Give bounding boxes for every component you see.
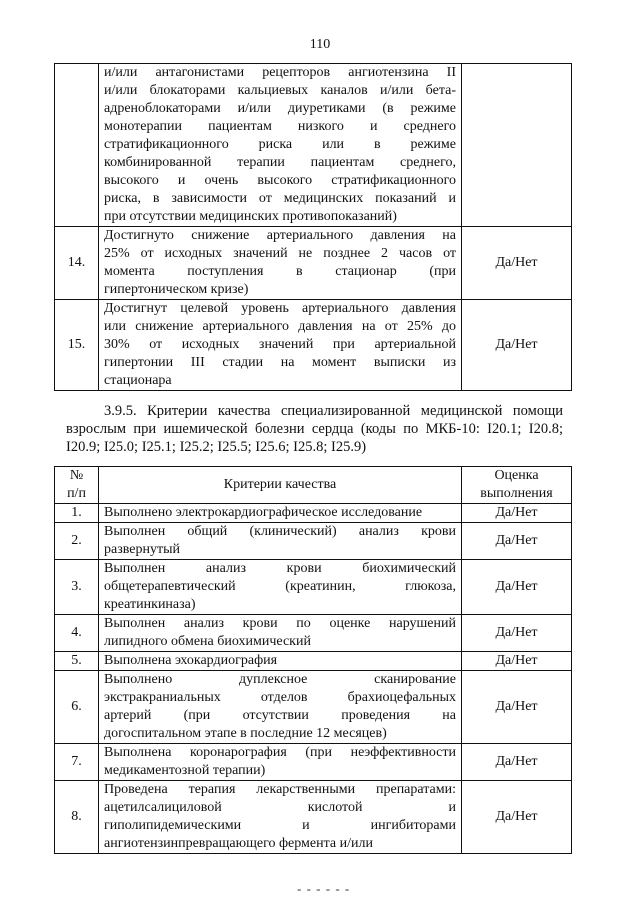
table-row xyxy=(55,523,572,560)
criterion-line: ангиотензинпревращающего фермента и/или xyxy=(104,836,373,851)
criterion-line: 25% от исходных значений не позднее 2 часов от xyxy=(104,246,456,261)
row-number: 15. xyxy=(55,300,99,391)
row-criterion xyxy=(99,523,462,560)
table-row xyxy=(55,652,572,671)
row-number: 3. xyxy=(55,560,99,615)
header-number xyxy=(55,467,99,504)
criterion-line: стратификационного риска или в режиме xyxy=(104,137,456,152)
criterion-line: момента поступления в стационар (при xyxy=(104,264,456,279)
row-criterion xyxy=(99,652,462,671)
criterion-line: Достигнут целевой уровень артериального давления xyxy=(104,301,456,316)
criterion-line: гипертоническом кризе) xyxy=(104,282,249,297)
row-criterion xyxy=(99,781,462,854)
criterion-line: стационара xyxy=(104,373,172,388)
row-number: 6. xyxy=(55,671,99,744)
row-criterion xyxy=(99,560,462,615)
table-row xyxy=(55,227,572,300)
footer-mark: - - - - - - xyxy=(297,881,351,896)
criterion-line: гипертонии III стадии на момент выписки из xyxy=(104,355,456,370)
row-grade: Да/Нет xyxy=(462,652,572,671)
criterion-line: развернутый xyxy=(104,542,180,557)
criterion-line: Выполнен анализ крови биохимический xyxy=(104,561,456,576)
table-row xyxy=(55,64,572,227)
row-criterion xyxy=(99,504,462,523)
row-number: 8. xyxy=(55,781,99,854)
table-row xyxy=(55,615,572,652)
criterion-line: риска, в зависимости от медицинских показаний и xyxy=(104,191,456,206)
criterion-line: монотерапии пациентам низкого и среднего xyxy=(104,119,456,134)
criterion-line: медикаментозной терапии) xyxy=(104,763,266,778)
row-number: 1. xyxy=(55,504,99,523)
row-criterion xyxy=(99,744,462,781)
criterion-line: Проведена терапия лекарственными препаратами: xyxy=(104,782,456,797)
row-grade: Да/Нет xyxy=(462,523,572,560)
row-grade: Да/Нет xyxy=(462,744,572,781)
row-criterion xyxy=(99,64,462,227)
criterion-line: Достигнуто снижение артериального давления на xyxy=(104,228,456,243)
criterion-line: артерий (при отсутствии проведения на xyxy=(104,708,456,723)
row-criterion xyxy=(99,615,462,652)
table-row xyxy=(55,744,572,781)
row-number xyxy=(55,64,99,227)
row-number: 5. xyxy=(55,652,99,671)
row-grade: Да/Нет xyxy=(462,615,572,652)
row-grade: Да/Нет xyxy=(462,560,572,615)
criterion-line: адреноблокаторами и/или диуретиками (в режиме xyxy=(104,101,456,116)
criterion-line: ацетилсалициловой кислотой и xyxy=(104,800,456,815)
table-row xyxy=(55,504,572,523)
criterion-line: комбинированной терапии пациентам среднего, xyxy=(104,155,456,170)
criterion-line: липидного обмена биохимический xyxy=(104,634,311,649)
header-number-line: № xyxy=(69,468,84,483)
header-grade-line: выполнения xyxy=(480,486,553,501)
criterion-line: при отсутствии медицинских противопоказаний) xyxy=(104,209,397,224)
row-number: 4. xyxy=(55,615,99,652)
criterion-line: Выполнен анализ крови по оценке нарушений xyxy=(104,616,456,631)
table-header-row xyxy=(55,467,572,504)
row-number: 2. xyxy=(55,523,99,560)
header-grade-line: Оценка xyxy=(494,468,539,483)
criterion-line: экстракраниальных отделов брахиоцефальных xyxy=(104,690,456,705)
ihd-criteria-table xyxy=(54,466,572,854)
table-row xyxy=(55,781,572,854)
page-number: 110 xyxy=(309,37,331,52)
criterion-line: или снижение артериального давления на от 25% до xyxy=(104,319,456,334)
section-heading-line: взрослым при ишемической болезни сердца (коды по МКБ-10: I20.1; I20.8; xyxy=(66,421,563,437)
section-heading-line: 3.9.5. Критерии качества специализированной медицинской помощи xyxy=(104,403,563,419)
row-criterion xyxy=(99,671,462,744)
criterion-line: и/или блокаторами кальциевых каналов и/или бета- xyxy=(104,83,456,98)
criterion-line: и/или антагонистами рецепторов ангиотензина II xyxy=(104,65,456,80)
row-grade: Да/Нет xyxy=(462,227,572,300)
section-heading-line: I20.9; I25.0; I25.1; I25.2; I25.5; I25.6; I25.8; I25.9) xyxy=(66,439,367,455)
table-row xyxy=(55,560,572,615)
row-grade: Да/Нет xyxy=(462,671,572,744)
criterion-line: Выполнено электрокардиографическое исследование xyxy=(104,505,423,520)
row-grade: Да/Нет xyxy=(462,781,572,854)
table-row xyxy=(55,671,572,744)
section-heading xyxy=(66,402,563,456)
criterion-line: гиполипидемическими и ингибиторами xyxy=(104,818,456,833)
header-grade xyxy=(462,467,572,504)
header-number-line: п/п xyxy=(67,486,86,501)
header-criteria: Критерии качества xyxy=(99,467,462,504)
row-number: 7. xyxy=(55,744,99,781)
criterion-line: высокого и очень высокого стратификационного xyxy=(104,173,456,188)
row-grade xyxy=(462,64,572,227)
criterion-line: общетерапевтический (креатинин, глюкоза, xyxy=(104,579,456,594)
row-criterion xyxy=(99,227,462,300)
row-grade: Да/Нет xyxy=(462,300,572,391)
row-number: 14. xyxy=(55,227,99,300)
criterion-line: Выполнена коронарография (при неэффективности xyxy=(104,745,456,760)
criterion-line: догоспитальном этапе в последние 12 месяцев) xyxy=(104,726,387,741)
row-grade: Да/Нет xyxy=(462,504,572,523)
criterion-line: Выполнен общий (клинический) анализ крови xyxy=(104,524,456,539)
table-row xyxy=(55,300,572,391)
criterion-line: Выполнено дуплексное сканирование xyxy=(104,672,456,687)
criteria-table-continued xyxy=(54,63,572,391)
criterion-line: Выполнена эхокардиография xyxy=(104,653,278,668)
row-criterion xyxy=(99,300,462,391)
criterion-line: 30% от исходных значений при артериальной xyxy=(104,337,456,352)
criterion-line: креатинкиназа) xyxy=(104,597,196,612)
